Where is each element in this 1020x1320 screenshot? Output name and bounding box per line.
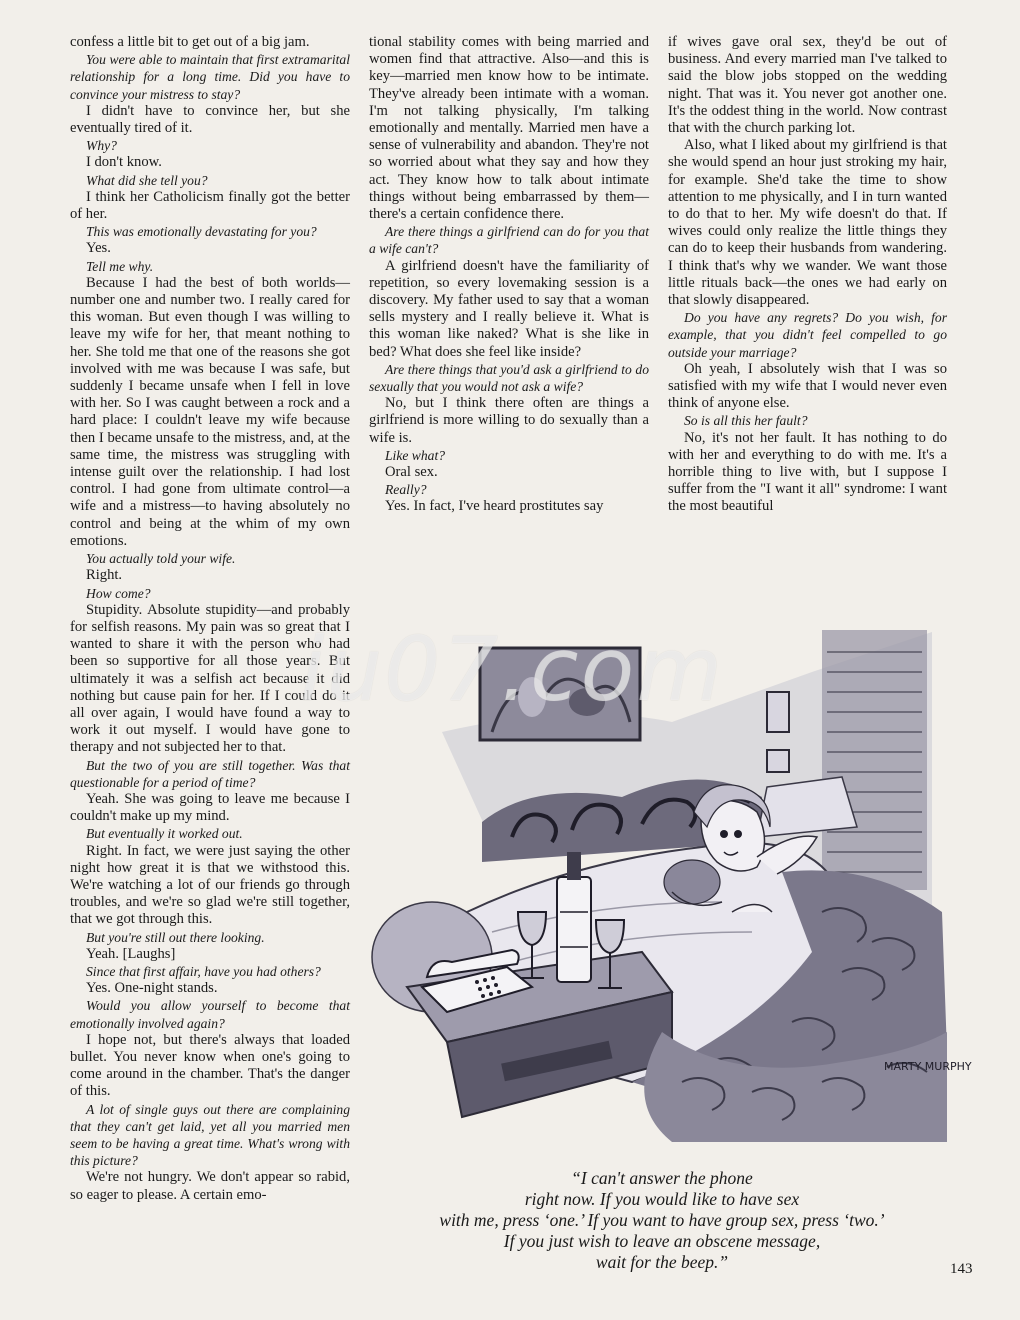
interview-answer: Oh yeah, I absolutely wish that I was so satisfied with my wife that I would never even think of anyone else. [668, 360, 947, 412]
cartoon-illustration [372, 612, 972, 1152]
interview-question: Really? [385, 482, 427, 498]
interview-answer: tional stability comes with being married and women find that attractive. Also—and this is key—married men know how to be intimate. They've already been intimate with a woman. I'm not talking physically, I'm talking emotionally and mentally. Married men have a sense of vulnerability and abandon. They're not so worried about what they say and how they act. They know how to talk about intimate things without being embarrassed by them—there's a certain confidence there. [369, 34, 649, 223]
interview-answer: Yes. One-night stands. [86, 980, 218, 997]
interview-answer: Right. [86, 567, 123, 584]
interview-answer: Yeah. She was going to leave me because I couldn't make up my mind. [70, 790, 350, 825]
interview-answer: We're not hungry. We don't appear so rabid, so eager to please. A certain emo- [70, 1169, 350, 1203]
watermark: iu07.com [300, 618, 725, 721]
interview-question: This was emotionally devastating for you? [86, 224, 317, 240]
interview-answer: if wives gave oral sex, they'd be out of business. And every married man I've talked to said the blow jobs stopped on the wedding night. That was it. You never got another one. It's the oddest thing in the world. Now contrast that with the church parking lot. [668, 34, 947, 137]
interview-answer: A girlfriend doesn't have the familiarity of repetition, so every lovemaking session is a discovery. My father used to say that a woman sells mystery and I really believe it. What is this woman like naked? What is she like in bed? What does she feel like inside? [369, 257, 649, 360]
interview-answer: Also, what I liked about my girlfriend is that she would spend an hour just stroking my hair, for example. She'd take the time to show attention to me physically, and I in turn wanted to do that to her. My wife doesn't do that. If wives could only realize the little things they can do to keep their husbands from wandering. I think that's why we wander. We want those little rituals back—the ones we had early on that slowly disappeared. [668, 137, 947, 309]
text-column-2 [369, 34, 649, 516]
interview-question: Like what? [385, 447, 446, 463]
page-number: 143 [950, 1261, 973, 1277]
text-column-3 [668, 34, 947, 516]
lamp-shade [757, 777, 857, 837]
interview-question: But you're still out there looking. [86, 929, 265, 945]
small-frame [767, 692, 789, 732]
cartoon-signature: MARTY MURPHY [884, 1060, 972, 1073]
interview-question: Tell me why. [86, 258, 154, 274]
interview-answer: Stupidity. Absolute stupidity—and probably for selfish reasons. My pain was so great that I wanted to share it with the person who had been so supportive for all those years. But ultimately it was a selfish act because it did nothing but cause pain for her. If I could do it all over again, I would have found a way to work it out myself. I would have gone to therapy and not subjected her to that. [70, 601, 350, 756]
caption-line: If you just wish to leave an obscene message, [503, 1231, 821, 1251]
text-column-1 [70, 34, 350, 1204]
small-frame [767, 750, 789, 772]
cartoon-caption [372, 1168, 952, 1273]
interview-question: You actually told your wife. [86, 551, 236, 567]
interview-question: Are there things a girlfriend can do for you that a wife can't? [369, 224, 649, 257]
interview-answer: No, it's not her fault. It has nothing to do with her and everything to do with me. It's a horrible thing to live with, but I suppose I suffer from the "I want it all" syndrome: I want the most beautiful [668, 429, 947, 515]
window-blinds [822, 630, 927, 890]
interview-question: So is all this her fault? [684, 413, 808, 429]
interview-question: Would you allow yourself to become that emotionally involved again? [70, 998, 350, 1031]
interview-answer: Yes. [86, 240, 111, 257]
interview-answer: confess a little bit to get out of a big jam. [70, 34, 310, 50]
caption-line: wait for the beep.” [595, 1252, 729, 1272]
interview-answer: I don't know. [86, 154, 162, 171]
wall-painting [480, 648, 640, 740]
interview-answer: I hope not, but there's always that loaded bullet. You never know when one's going to come around in the chamber. That's the danger of this. [70, 1031, 350, 1100]
interview-question: Do you have any regrets? Do you wish, for example, that you didn't feel compelled to go outside your marriage? [668, 310, 947, 360]
interview-question: A lot of single guys out there are complaining that they can't get laid, yet all you married men seem to be having a great time. What's wrong with this picture? [70, 1101, 350, 1169]
interview-question: How come? [86, 585, 151, 601]
interview-question: What did she tell you? [86, 172, 208, 188]
interview-question: Why? [86, 138, 117, 154]
interview-question: You were able to maintain that first extramarital relationship for a long time. Did you have to convince your mistress to stay? [70, 52, 350, 102]
interview-answer: I didn't have to convince her, but she eventually tired of it. [70, 102, 350, 137]
interview-question: Since that first affair, have you had others? [86, 963, 321, 979]
interview-answer: Oral sex. [385, 464, 438, 481]
caption-line: right now. If you would like to have sex [524, 1189, 800, 1209]
interview-answer: I think her Catholicism finally got the better of her. [70, 188, 350, 223]
caption-line: “I can't answer the phone [571, 1168, 753, 1188]
interview-answer: Yeah. [Laughs] [86, 945, 176, 962]
interview-answer: Right. In fact, we were just saying the other night how great it is that we withstood this. We're watching a lot of our friends go through troubles, and we're so glad we're still together, that we got through this. [70, 842, 350, 928]
interview-answer: Yes. In fact, I've heard prostitutes say [385, 498, 604, 515]
interview-question: But eventually it worked out. [86, 826, 243, 842]
caption-line: with me, press ‘one.’ If you want to have group sex, press ‘two.’ [439, 1210, 885, 1230]
interview-question: But the two of you are still together. Was that questionable for a period of time? [70, 757, 350, 790]
interview-question: Are there things that you'd ask a girlfriend to do sexually that you would not ask a wife? [369, 361, 649, 395]
interview-answer: Because I had the best of both worlds—number one and number two. I really cared for this woman. But even though I was willing to leave my wife for her, that meant nothing to her. She told me that one of the reasons she got involved with me was because I was safe, but suddenly I became unsafe when I fell in love with her. So I was caught between a rock and a hard place: I couldn't leave my wife because then I became unsafe to the mistress, and, at the same time, the mistress was struggling with intense guilt over the relationship. I had lost control. I had gone from ultimate control—a wife and a mistress—to having absolutely no control and being at the whim of my own emotions. [70, 274, 350, 549]
interview-answer: No, but I think there often are things a girlfriend is more willing to do sexually than a wife is. [369, 395, 649, 446]
